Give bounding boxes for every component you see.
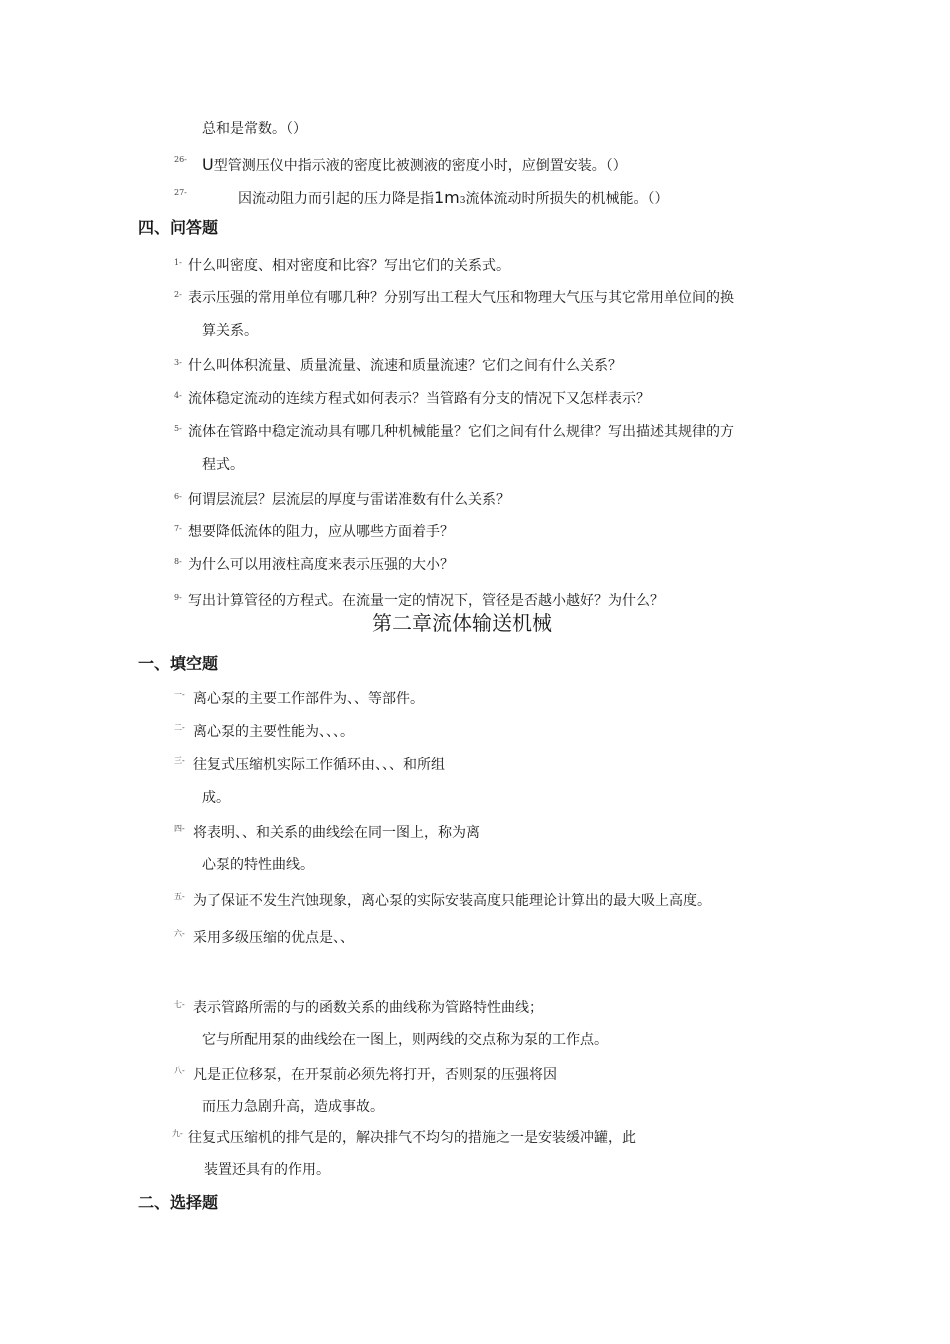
list-item: 采用多级压缩的优点是、、 [193, 930, 354, 946]
list-item: 往复式压缩机的排气是的，解决排气不均匀的措施之一是安装缓冲罐，此 [188, 1130, 636, 1146]
list-item: 表示管路所需的与的函数关系的曲线称为管路特性曲线； [193, 1000, 543, 1016]
cube-subscript: 3 [459, 196, 466, 206]
list-item-continuation: 心泵的特性曲线。 [202, 857, 314, 873]
section-heading-qa: 四、问答题 [138, 218, 219, 237]
item-marker: 五- [174, 892, 185, 901]
list-item: 想要降低流体的阻力，应从哪些方面着手？ [188, 524, 454, 540]
item-marker: 5- [174, 424, 182, 433]
item-marker: 2- [174, 290, 182, 299]
list-item: 凡是正位移泵，在开泵前必须先将打开，否则泵的压强将因 [193, 1067, 557, 1083]
list-item-continuation: 它与所配用泵的曲线绘在一图上，则两线的交点称为泵的工作点。 [202, 1032, 608, 1048]
list-item-continuation: 而压力急剧升高，造成事故。 [202, 1099, 384, 1115]
question-26 [202, 157, 627, 173]
list-item-continuation: 算关系。 [202, 323, 258, 339]
question-marker: 26- [174, 155, 187, 164]
chapter-title: 第二章流体输送机械 [372, 611, 552, 635]
list-item: 将表明、、和关系的曲线绘在同一图上，称为离 [193, 825, 480, 841]
question-27-text-b: 流体流动时所损失的机械能。（） [465, 191, 669, 207]
section-heading-choice: 二、选择题 [138, 1193, 219, 1212]
volume-number: 1m [434, 188, 460, 207]
item-marker: 八- [174, 1066, 185, 1075]
question-27-text-a: 因流动阻力而引起的压力降是指 [238, 191, 434, 207]
list-item: 何谓层流层？层流层的厚度与雷诺准数有什么关系？ [188, 492, 510, 508]
item-marker: 6- [174, 492, 182, 501]
section-heading-fill-in: 一、填空题 [138, 654, 219, 673]
item-marker: 三- [174, 756, 185, 765]
item-marker: 4- [174, 391, 182, 400]
question-26-text: 型管测压仪中指示液的密度比被测液的密度小时，应倒置安装。（） [213, 158, 627, 174]
list-item: 离心泵的主要性能为、、、。 [193, 724, 354, 740]
list-item: 什么叫密度、相对密度和比容？写出它们的关系式。 [188, 258, 510, 274]
item-marker: 九- [172, 1129, 183, 1138]
item-marker: 二- [174, 723, 185, 732]
list-item: 表示压强的常用单位有哪几种？分别写出工程大气压和物理大气压与其它常用单位间的换 [188, 290, 734, 306]
item-marker: 3- [174, 358, 182, 367]
question-27 [238, 190, 669, 206]
list-item-continuation: 成。 [202, 790, 230, 806]
list-item: 为什么可以用液柱高度来表示压强的大小？ [188, 557, 454, 573]
question-25-continuation: 总和是常数。（） [202, 121, 307, 137]
list-item: 什么叫体积流量、质量流量、流速和质量流速？它们之间有什么关系？ [188, 358, 622, 374]
list-item-continuation: 程式。 [202, 457, 244, 473]
u-letter: U [202, 155, 214, 174]
list-item: 流体在管路中稳定流动具有哪几种机械能量？它们之间有什么规律？写出描述其规律的方 [188, 424, 734, 440]
list-item-continuation: 装置还具有的作用。 [204, 1162, 330, 1178]
list-item: 写出计算管径的方程式。在流量一定的情况下，管径是否越小越好？为什么？ [188, 593, 664, 609]
item-marker: 1- [174, 258, 182, 267]
item-marker: 六- [174, 929, 185, 938]
list-item: 往复式压缩机实际工作循环由、、、和所组 [193, 757, 445, 773]
item-marker: 四- [174, 824, 185, 833]
list-item: 为了保证不发生汽蚀现象，离心泵的实际安装高度只能理论计算出的最大吸上高度。 [193, 893, 711, 909]
item-marker: 7- [174, 524, 182, 533]
item-marker: 一- [174, 690, 185, 699]
item-marker: 七- [174, 1000, 185, 1009]
item-marker: 9- [174, 593, 182, 602]
list-item: 流体稳定流动的连续方程式如何表示？当管路有分支的情况下又怎样表示？ [188, 391, 650, 407]
question-marker: 27- [174, 188, 187, 197]
item-marker: 8- [174, 557, 182, 566]
list-item: 离心泵的主要工作部件为、、等部件。 [193, 691, 424, 707]
